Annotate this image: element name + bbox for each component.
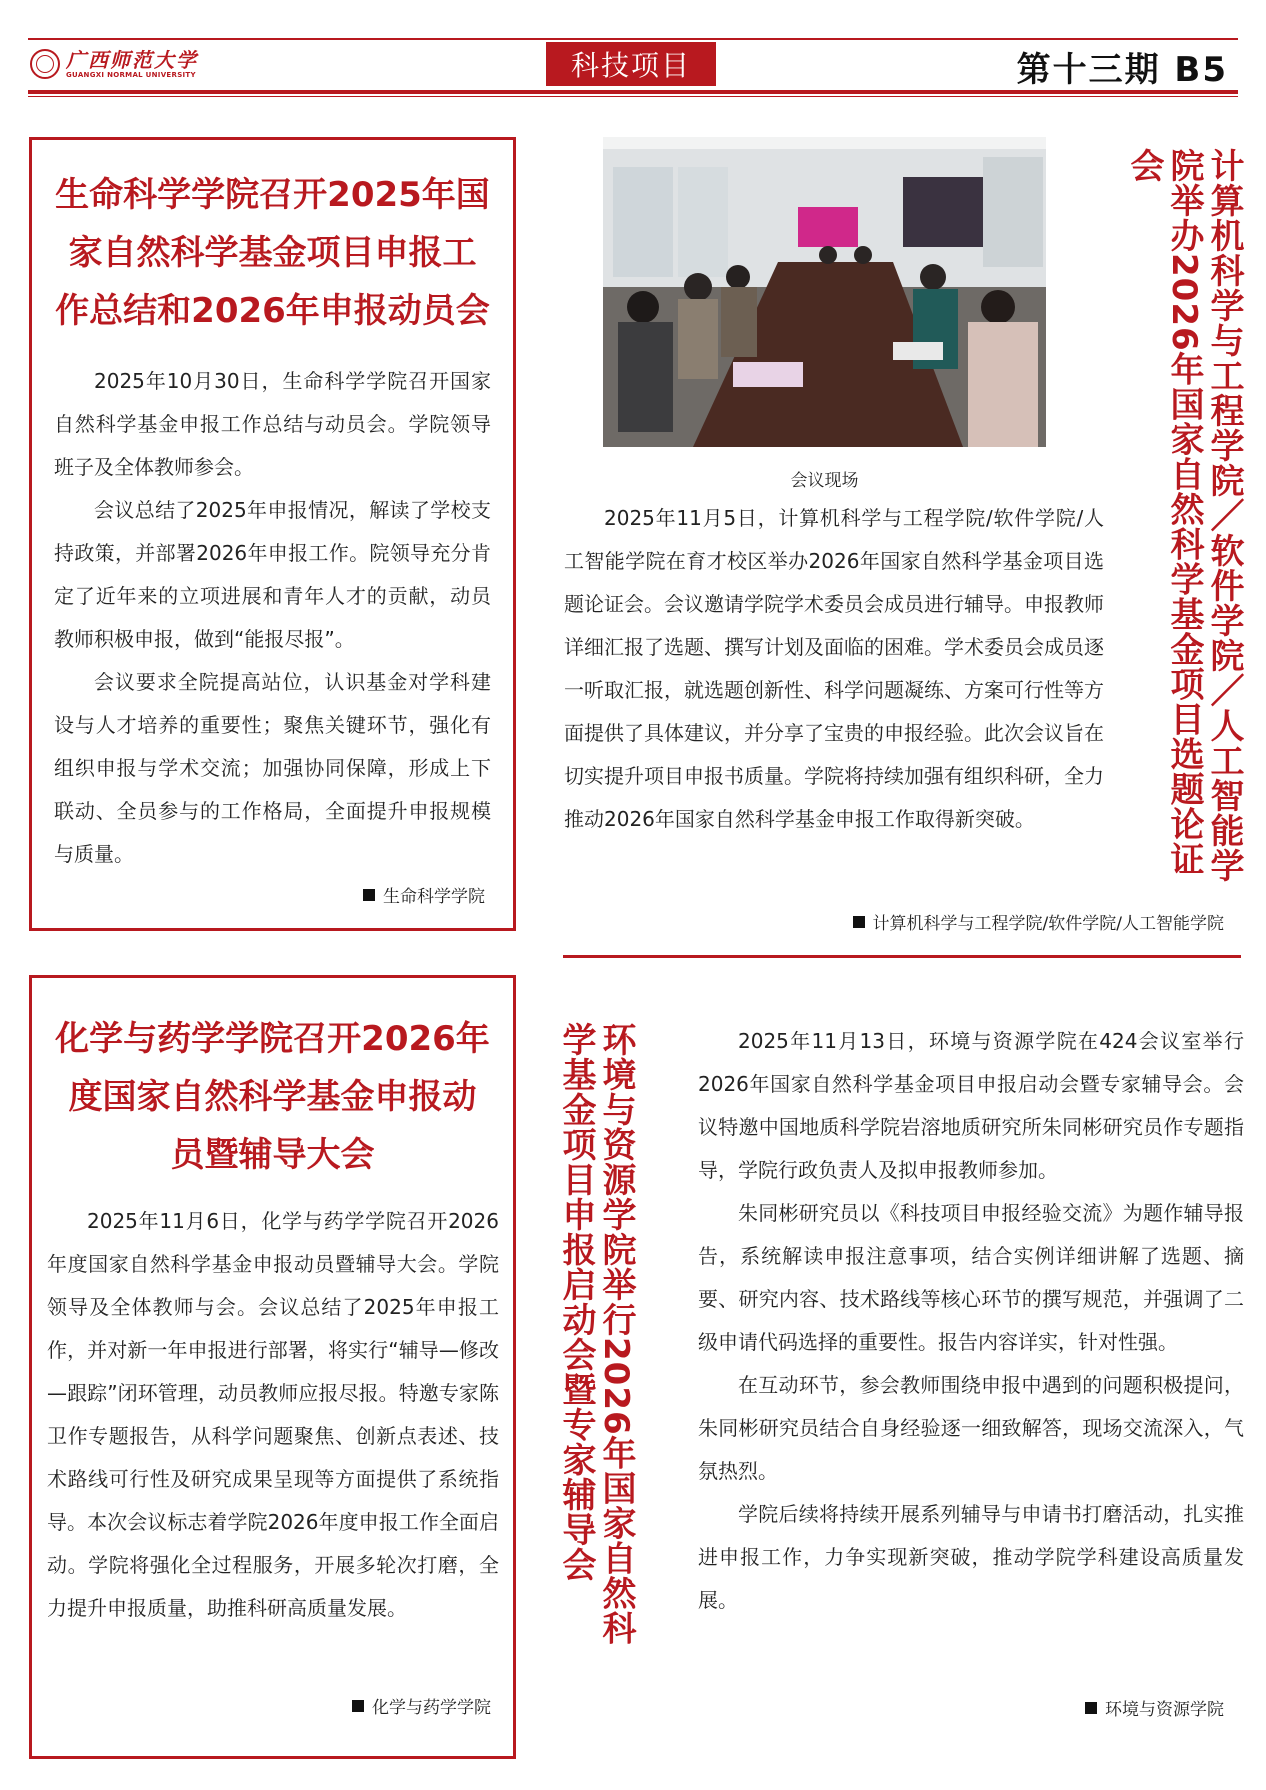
source-text: 计算机科学与工程学院/软件学院/人工智能学院	[872, 914, 1224, 934]
square-bullet-icon	[1085, 1702, 1097, 1714]
header-bottom-rule	[28, 90, 1238, 94]
paragraph: 在互动环节，参会教师围绕申报中遇到的问题积极提问，朱同彬研究员结合自身经验逐一细致解答，现场交流深入，气氛热烈。	[698, 1373, 1244, 1483]
article-environment-body	[698, 1020, 1244, 1622]
square-bullet-icon	[853, 916, 865, 928]
article-life-sciences	[29, 137, 516, 931]
section-divider	[563, 955, 1241, 958]
section-label: 科技项目	[546, 42, 716, 86]
header-bottom-thin-rule	[28, 96, 1238, 97]
paragraph: 2025年11月6日，化学与药学学院召开2026年度国家自然科学基金申报动员暨辅导大会。学院领导及全体教师与会。会议总结了2025年申报工作，并对新一年申报进行部署，将实行“辅导—修改—跟踪”闭环管理，动员教师应报尽报。特邀专家陈卫作专题报告，从科学问题聚焦、创新点表述、技术路线可行性及研究成果呈现等方面提供了系统指导。本次会议标志着学院2026年度申报工作全面启动。学院将强化全过程服务，开展多轮次打磨，全力提升申报质量，助推科研高质量发展。	[47, 1209, 499, 1620]
article-chemistry	[29, 975, 516, 1759]
square-bullet-icon	[363, 889, 375, 901]
source-text: 化学与药学学院	[372, 1698, 491, 1718]
paragraph: 2025年11月5日，计算机科学与工程学院/软件学院/人工智能学院在育才校区举办2026年国家自然科学基金项目选题论证会。会议邀请学院学术委员会成员进行辅导。申报教师详细汇报了选题、撰写计划及面临的困难。学术委员会成员逐一听取汇报，就选题创新性、科学问题凝练、方案可行性等方面提供了具体建议，并分享了宝贵的申报经验。此次会议旨在切实提升项目申报书质量。学院将持续加强有组织科研，全力推动2026年国家自然科学基金申报工作取得新突破。	[564, 506, 1104, 831]
paragraph: 会议要求全院提高站位，认识基金对学科建设与人才培养的重要性；聚焦关键环节，强化有组织申报与学术交流；加强协同保障，形成上下联动、全员参与的工作格局，全面提升申报规模与质量。	[54, 670, 491, 866]
header-top-rule	[28, 38, 1238, 40]
university-seal-icon	[30, 49, 60, 79]
meeting-photo	[603, 137, 1046, 447]
paragraph: 2025年10月30日，生命科学学院召开国家自然科学基金申报工作总结与动员会。学院领导班子及全体教师参会。	[54, 369, 491, 479]
source-text: 环境与资源学院	[1105, 1700, 1224, 1720]
paragraph: 朱同彬研究员以《科技项目申报经验交流》为题作辅导报告，系统解读申报注意事项，结合实例详细讲解了选题、摘要、研究内容、技术路线等核心环节的撰写规范，并强调了二级申请代码选择的重要性。报告内容详实，针对性强。	[698, 1201, 1244, 1354]
paragraph: 2025年11月13日，环境与资源学院在424会议室举行2026年国家自然科学基金项目申报启动会暨专家辅导会。会议特邀中国地质科学院岩溶地质研究所朱同彬研究员作专题指导，学院行政负责人及拟申报教师参加。	[698, 1029, 1244, 1182]
square-bullet-icon	[352, 1700, 364, 1712]
article-title: 化学与药学学院召开2026年度国家自然科学基金申报动员暨辅导大会	[55, 1019, 490, 1175]
logo-english-name: GUANGXI NORMAL UNIVERSITY	[66, 70, 196, 79]
article-computer-science-body	[564, 497, 1104, 841]
article-source	[363, 882, 485, 907]
article-title: 生命科学学院召开2025年国家自然科学基金项目申报工作总结和2026年申报动员会	[55, 175, 490, 331]
source-text: 生命科学学院	[383, 887, 485, 907]
article-source	[352, 1693, 491, 1718]
paragraph: 会议总结了2025年申报情况，解读了学校支持政策，并部署2026年申报工作。院领导充分肯定了近年来的立项进展和青年人才的贡献，动员教师积极申报，做到“能报尽报”。	[54, 498, 491, 651]
meeting-scene-image	[603, 137, 1046, 447]
issue-number: 第十三期 B5	[1016, 50, 1228, 90]
article-computer-science-source	[853, 909, 1224, 934]
logo-chinese-name: 广西师范大学	[66, 47, 198, 72]
article-environment-title: 环境与资源学院举行2026年国家自然科学基金项目申报启动会暨专家辅导会	[556, 1022, 636, 1646]
article-body	[47, 1200, 499, 1630]
photo-caption: 会议现场	[790, 471, 859, 491]
article-environment-source	[1085, 1695, 1224, 1720]
article-body	[54, 360, 491, 876]
paragraph: 学院后续将持续开展系列辅导与申请书打磨活动，扎实推进申报工作，力争实现新突破，推动学院学科建设高质量发展。	[698, 1502, 1244, 1612]
university-logo	[30, 44, 210, 84]
article-computer-science-title: 计算机科学与工程学院／软件学院／人工智能学院举办2026年国家自然科学基金项目选题论证会	[1124, 148, 1244, 883]
